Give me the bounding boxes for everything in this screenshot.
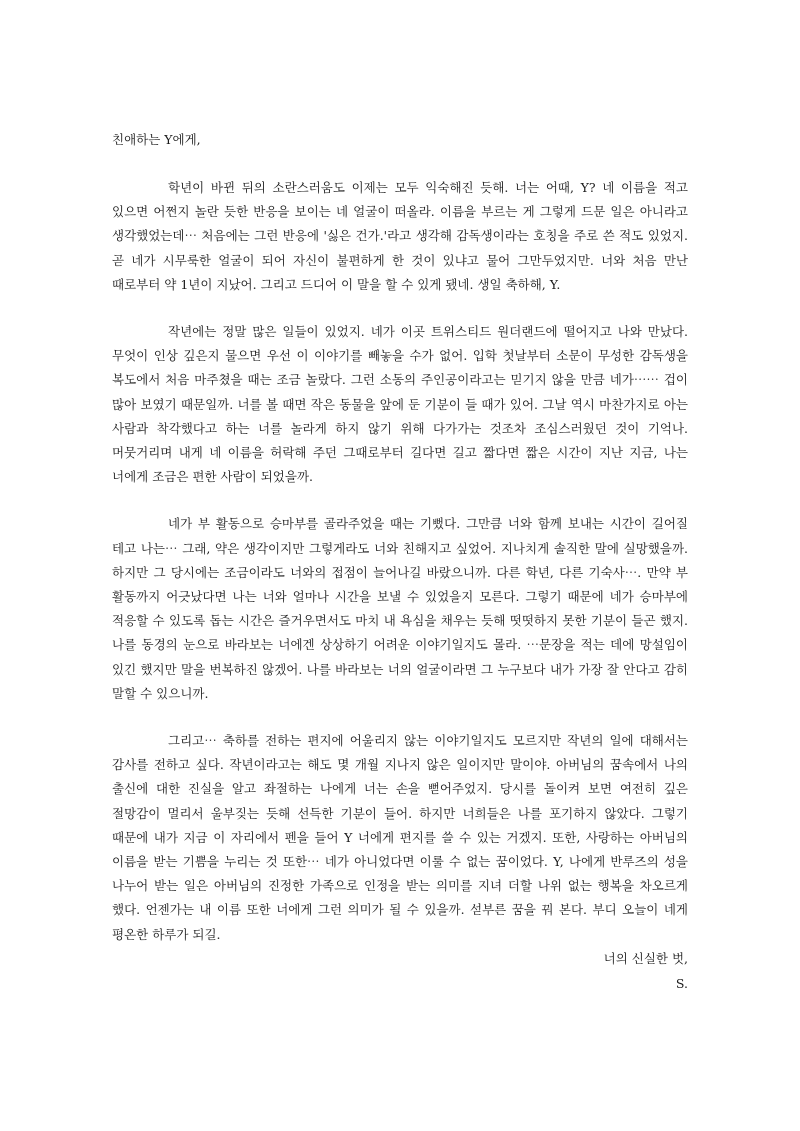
letter-body xyxy=(112,128,688,970)
salutation: 친애하는 Y에게, xyxy=(112,132,201,147)
paragraph-4: 그리고⋯ 축하를 전하는 편지에 어울리지 않는 이야기일지도 모르지만 작년의 일에 대해서는 감사를 전하고 싶다. 작년이라고는 해도 몇 개월 지나지 않은 일이지만 말이야. 아버님의 꿈속에서 나의 출신에 대한 진실을 알고 좌절하는 나에게 너는 손을 뻗어주었지. 당시를 돌이켜 보면 여전히 깊은 절망감이 멀리서 울부짖는 듯해 선득한 기분이 들어. 하지만 너희들은 나를 포기하지 않았다. 그렇기 때문에 내가 지금 이 자리에서 펜을 들어 Y 너에게 편지를 쓸 수 있는 거겠지. 또한, 사랑하는 아버님의 이름을 받는 기쁨을 누리는 것 또한⋯ 네가 아니었다면 이룰 수 없는 꿈이었다. Y, 나에게 반루즈의 성을 나누어 받는 일은 아버님의 진정한 가족으로 인정을 받는 의미를 지녀 더할 나위 없는 행복을 차오르게 했다. 언젠가는 내 이름 또한 너에게 그런 의미가 될 수 있을까. 섣부른 꿈을 꿔 본다. 부디 오늘이 네게 평온한 하루가 되길. xyxy=(112,733,688,942)
paragraph-1: 학년이 바뀐 뒤의 소란스러움도 이제는 모두 익숙해진 듯해. 너는 어때, Y? 네 이름을 적고 있으면 어쩐지 놀란 듯한 반응을 보이는 네 얼굴이 떠올라. 이름을 부르는 게 그렇게 드문 일은 아니라고 생각했었는데⋯ 처음에는 그런 반응에 '싫은 건가.'라고 생각해 감독생이라는 호칭을 주로 쓴 적도 있었지. 곧 네가 시무룩한 얼굴이 되어 자신이 불편하게 한 것이 있냐고 물어 그만두었지만. 너와 처음 만난 때로부터 약 1년이 지났어. 그리고 드디어 이 말을 할 수 있게 됐네. 생일 축하해, Y. xyxy=(112,180,688,292)
paragraph-2: 작년에는 정말 많은 일들이 있었지. 네가 이곳 트위스티드 원더랜드에 떨어지고 나와 만났다. 무엇이 인상 깊은지 물으면 우선 이 이야기를 빼놓을 수가 없어. 입학 첫날부터 소문이 무성한 감독생을 복도에서 처음 마주쳤을 때는 조금 놀랐다. 그런 소동의 주인공이라고는 믿기지 않을 만큼 네가⋯⋯ 겁이 많아 보였기 때문일까. 너를 볼 때면 작은 동물을 앞에 둔 기분이 들 때가 있어. 그날 역시 마찬가지로 아는 사람과 착각했다고 하는 너를 놀라게 하지 않기 위해 다가가는 것조차 조심스러웠던 것이 기억나. 머뭇거리며 내게 네 이름을 허락해 주던 그때로부터 길다면 길고 짧다면 짧은 시간이 지난 지금, 나는 너에게 조금은 편한 사람이 되었을까. xyxy=(112,324,688,485)
paragraph-3: 네가 부 활동으로 승마부를 골라주었을 때는 기뻤다. 그만큼 너와 함께 보내는 시간이 길어질 테고 나는⋯ 그래, 약은 생각이지만 그렇게라도 너와 친해지고 싶었어. 지나치게 솔직한 말에 실망했을까. 하지만 그 당시에는 조금이라도 너와의 접점이 늘어나길 바랐으니까. 다른 학년, 다른 기숙사⋯. 만약 부 활동까지 어긋났다면 나는 너와 얼마나 시간을 보낼 수 있었을지 모른다. 그렇기 때문에 네가 승마부에 적응할 수 있도록 돕는 시간은 즐거우면서도 마치 내 욕심을 채우는 듯해 떳떳하지 못한 기분이 들곤 했지. 나를 동경의 눈으로 바라보는 너에겐 상상하기 어려운 이야기일지도 몰라. ⋯문장을 적는 데에 망설임이 있긴 했지만 말을 번복하진 않겠어. 나를 바라보는 너의 얼굴이라면 그 누구보다 내가 가장 잘 안다고 감히 말할 수 있으니까. xyxy=(112,516,688,701)
letter-closing xyxy=(604,946,688,996)
closing-line: 너의 신실한 벗, xyxy=(603,951,688,966)
signature: S. xyxy=(675,976,688,991)
